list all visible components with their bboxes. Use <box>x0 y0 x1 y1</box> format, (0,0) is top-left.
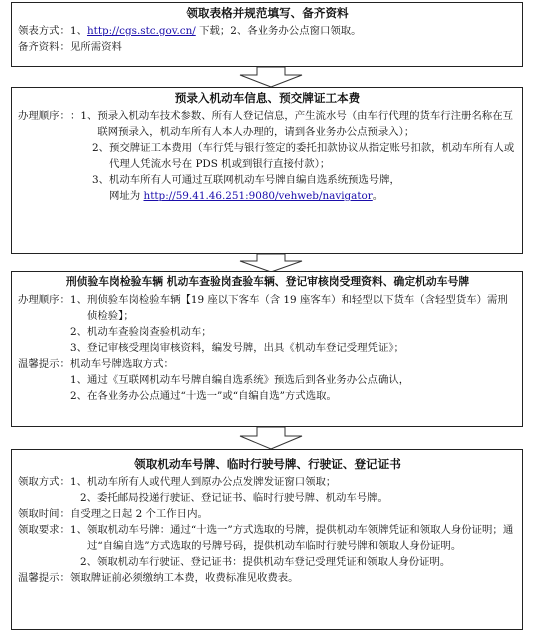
item-number: 1、 <box>70 374 88 386</box>
form-source-label: 领表方式： <box>18 25 70 37</box>
step-2-title: 预录入机动车信息、预交牌证工本费 <box>174 91 361 105</box>
step-3-item-2 <box>18 324 517 340</box>
step-4-way-2 <box>18 490 517 506</box>
item-text: 机动车查验岗查验机动车； <box>87 326 212 338</box>
item-number: ：1、 <box>69 110 98 122</box>
item-text: 通过《互联网机动车号牌自编自选系统》预选后到各业务办公点确认， <box>87 374 410 386</box>
way-label: 领取方式： <box>18 476 70 488</box>
step-3-box <box>11 271 523 427</box>
step-4-req-1 <box>18 522 517 554</box>
procedure-label: 办理顺序： <box>18 294 70 306</box>
item-text: 在各业务办公点通过“十选一”或“自编自选”方式选取。 <box>87 390 337 402</box>
item-number: 1、 <box>69 294 87 306</box>
item-number: 2、 <box>70 326 88 338</box>
item-text: 预录入机动车技术参数、所有人登记信息，产生流水号（由车行代理的货车行注册名称在互联网预录入，机动车所有人本人办理的，请到各业务办公点预录入）； <box>97 110 513 138</box>
time-text: 自受理之日起 2 个工作日内。 <box>69 508 208 520</box>
step-4-box <box>11 449 523 630</box>
procedure-label: 办理顺序： <box>18 110 70 122</box>
url-suffix: 。 <box>372 190 384 202</box>
materials-line: 备齐资料：见所需资料 <box>18 41 122 53</box>
item-number: 2、 <box>92 142 110 154</box>
url-prefix: 网址为 <box>109 190 144 202</box>
tip-label: 温馨提示： <box>18 358 70 370</box>
tip-label: 温馨提示： <box>18 572 70 584</box>
form-source-number: 1、 <box>69 25 87 37</box>
step-4-title: 领取机动车号牌、临时行驶号牌、行驶证、登记证书 <box>134 457 401 471</box>
step-2-item-1 <box>18 108 517 140</box>
step-2-item-3 <box>18 172 517 204</box>
step-3-item-1 <box>18 292 517 324</box>
down-arrow-icon <box>236 427 306 449</box>
way-2-text: 2、委托邮局投递行驶证、登记证书、临时行驶号牌、机动车号牌。 <box>80 492 388 504</box>
step-2-item-2 <box>18 140 517 172</box>
item-number: 2、 <box>70 390 88 402</box>
requirement-1-text: 领取机动车号牌：通过“十选一”方式选取的号牌，提供机动车领牌凭证和领取人身份证明；通过“自编自选”方式选取的号牌号码，提供机动车临时行驶号牌和领取人身份证明。 <box>86 524 514 552</box>
item-text: 登记审核受理岗审核资料，编发号牌，出具《机动车登记受理凭证》； <box>87 342 404 354</box>
step-1-title: 领取表格并规范填写、备齐资料 <box>186 6 349 20</box>
requirement-label: 领取要求： <box>18 524 70 536</box>
step-3-item-3 <box>18 340 517 356</box>
time-label: 领取时间： <box>18 508 70 520</box>
down-arrow-icon <box>236 67 306 87</box>
step-4-tip <box>18 570 517 586</box>
item-number: 1、 <box>69 524 87 536</box>
down-arrow-icon <box>236 254 306 272</box>
plate-selection-link[interactable]: http://59.41.46.251:9080/vehweb/navigator <box>143 190 373 202</box>
form-source-rest: 下载；2、各业务办公点窗口领取。 <box>195 25 362 37</box>
step-4-way-1 <box>18 474 517 490</box>
step-4-time <box>18 506 517 522</box>
item-text: 机动车所有人可通过互联网机动车号牌自编自选系统预选号牌， <box>109 174 400 186</box>
tip-text: 领取牌证前必须缴纳工本费，收费标准见收费表。 <box>69 572 299 584</box>
item-number: 3、 <box>92 174 110 186</box>
item-text: 预交牌证工本费用（车行凭与银行签定的委托扣款协议从指定账号扣款，机动车所有人或代理人凭流水号在 PDS 机或到银行直接付款）； <box>109 142 515 170</box>
form-source-line <box>18 23 517 39</box>
step-4-req-2 <box>18 554 517 570</box>
step-3-title: 刑侦验车岗检验车辆 机动车查验岗查验车辆、登记审核岗受理资料、确定机动车号牌 <box>65 275 470 288</box>
step-1-box <box>11 2 523 67</box>
item-number: 3、 <box>70 342 88 354</box>
cgs-website-link[interactable]: http://cgs.stc.gov.cn/ <box>86 25 196 37</box>
step-3-tip <box>18 356 517 372</box>
step-2-box <box>11 87 523 254</box>
item-3-body <box>109 172 517 204</box>
step-3-tip-2 <box>18 388 517 404</box>
step-3-tip-1 <box>18 372 517 388</box>
way-1-text: 1、机动车所有人或代理人到原办公点发牌发证窗口领取； <box>69 476 337 488</box>
item-text: 刑侦验车岗检验车辆【19 座以下客车（含 19 座客车）和轻型以下货车（含轻型货车）需刑侦检验】； <box>86 294 508 322</box>
requirement-2-text: 2、领取机动车行驶证、登记证书：提供机动车登记受理凭证和领取人身份证明。 <box>80 556 451 568</box>
tip-text: 机动车号牌选取方式： <box>69 358 174 370</box>
